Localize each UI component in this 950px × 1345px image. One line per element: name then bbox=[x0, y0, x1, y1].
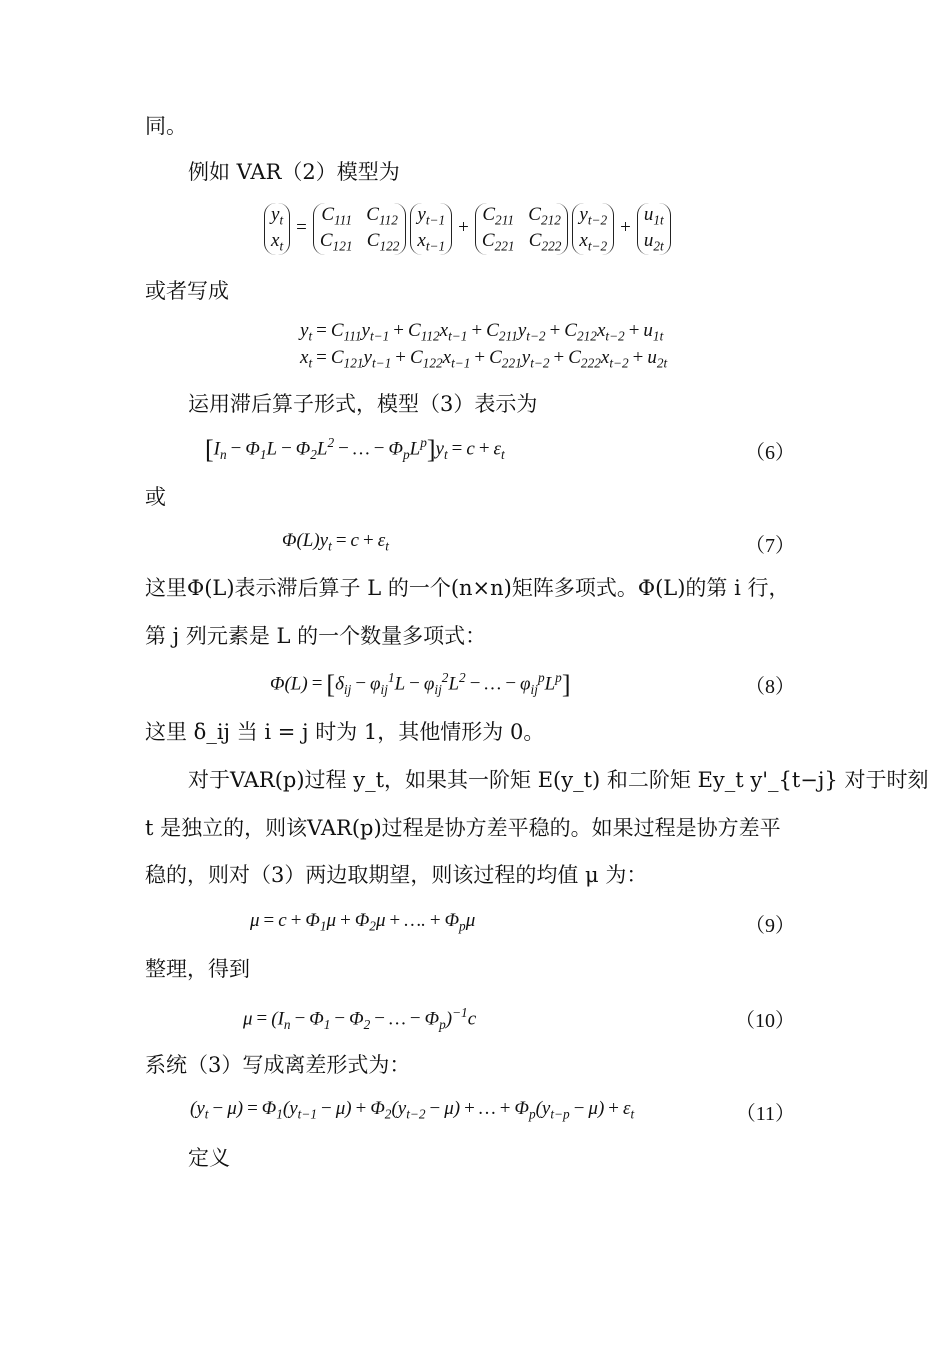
equation-number: （8） bbox=[745, 676, 795, 698]
equation-system-row1: $y_t = C_{111}y_{t-1} + C_{112}x_{t-1} + C_{211}y_{t-2} + C_{212}x_{t-2} + u_{1t}$ bbox=[300, 320, 664, 344]
equation-number: （9） bbox=[745, 915, 795, 937]
text-line: 整理，得到 bbox=[145, 957, 250, 981]
text-line: 或者写成 bbox=[145, 279, 229, 303]
equation-11: $(y_t - \mu) = \Phi_1(y_{t-1} - \mu) + \Phi_2(y_{t-2} - \mu)$ + … + $\Phi_p(y_{t-p} - \mu) + \varepsilon_t$ bbox=[190, 1098, 635, 1122]
text-line: 第 j 列元素是 L 的一个数量多项式： bbox=[145, 624, 487, 648]
text-line: 这里Φ(L)表示滞后算子 L 的一个(n×n)矩阵多项式。Φ(L)的第 i 行， bbox=[145, 576, 790, 600]
equation-9: $\mu = c + \Phi_1\mu + \Phi_2\mu$ + …. + $\Phi_p\mu$ bbox=[250, 910, 476, 934]
equation-8: $\Phi(L) = [\delta_{ij} - \varphi_{ij}^1L - \varphi_{ij}^2L^2$ − … − $\varphi_{ij}^pL^p$] bbox=[270, 670, 571, 699]
equation-6: [$I_n - \Phi_1L - \Phi_2L^2$ − … − $\Phi_pL^p]y_t = c + \varepsilon_t$ bbox=[205, 435, 505, 464]
text-line: 运用滞后算子形式，模型（3）表示为 bbox=[188, 392, 538, 416]
text-line: 这里 δ_ij 当 i = j 时为 1，其他情形为 0。 bbox=[145, 720, 545, 744]
text-line: 同。 bbox=[145, 114, 187, 138]
equation-number: （11） bbox=[735, 1103, 795, 1125]
equation-10: $\mu = (I_n - \Phi_1 - \Phi_2$ − … − $\Phi_p)^{-1}c$ bbox=[243, 1005, 477, 1032]
equation-number: （10） bbox=[735, 1010, 795, 1032]
text-line: 定义 bbox=[188, 1146, 230, 1170]
text-line: 系统（3）写成离差形式为： bbox=[145, 1053, 411, 1077]
equation-7: $\Phi(L)y_t = c + \varepsilon_t$ bbox=[282, 530, 389, 554]
text-line: t 是独立的，则该VAR(p)过程是协方差平稳的。如果过程是协方差平 bbox=[145, 816, 781, 840]
text-line: 稳的，则对（3）两边取期望，则该过程的均值 μ 为： bbox=[145, 863, 648, 887]
text-line: 例如 VAR（2）模型为 bbox=[188, 160, 400, 184]
equation-var2-matrix: $y_t$ $x_t$ = $C_{111}$ $C_{112}$ $C_{121}$ $C_{122}$ $y_{t-1}$ $x_{t-1}$ + $C_{211}$ $C_{212}$ $C_{221}$ $C_{222}$ $y_{t-2}$ $x_{t-2}$ + $u_{1t}$ $u_{2t}$ bbox=[262, 203, 673, 255]
equation-system-row2: $x_t = C_{121}y_{t-1} + C_{122}x_{t-1} + C_{221}y_{t-2} + C_{222}x_{t-2} + u_{2t}$ bbox=[300, 347, 668, 371]
text-line: 或 bbox=[145, 485, 166, 509]
equation-number: （7） bbox=[745, 535, 795, 557]
text-line: 对于VAR(p)过程 y_t，如果其一阶矩 E(y_t) 和二阶矩 Ey_t y'_{t−j} 对于时刻 bbox=[188, 768, 929, 792]
equation-number: （6） bbox=[745, 442, 795, 464]
